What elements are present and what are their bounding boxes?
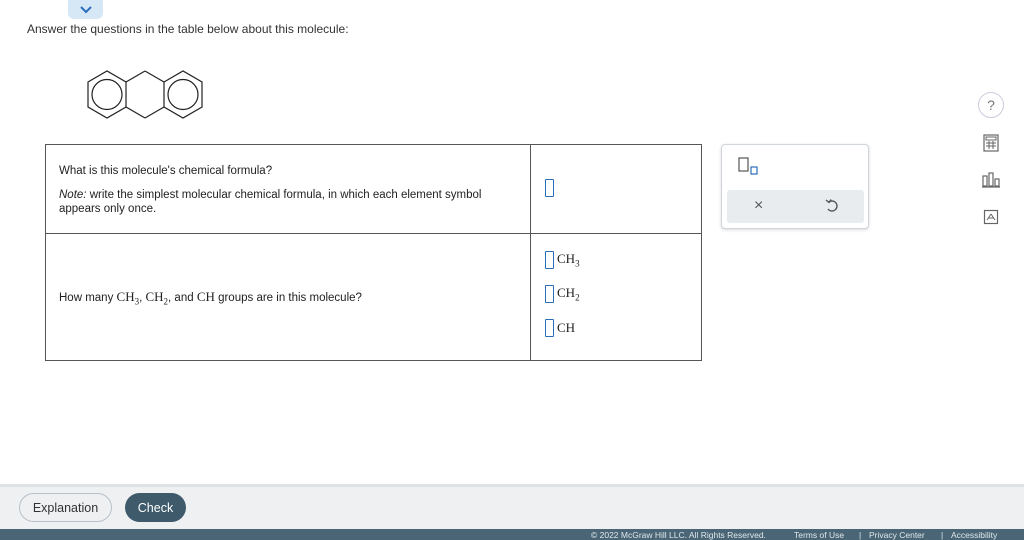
ch2-count-input[interactable] xyxy=(545,285,554,303)
question-row-formula xyxy=(46,145,701,234)
instructions-text: Answer the questions in the table below about this molecule: xyxy=(27,22,349,36)
formula-answer-input[interactable] xyxy=(545,179,554,197)
molecule-structure xyxy=(78,67,223,127)
note-label: Note: xyxy=(59,189,87,201)
ch2-label: $CH_2$ xyxy=(557,285,580,303)
periodic-table-icon[interactable] xyxy=(978,204,1004,230)
question-formula-title: What is this molecule's chemical formula? xyxy=(59,165,273,177)
question-groups-text: How many $CH_3$, $CH_2$, and CH groups are in this molecule? xyxy=(59,289,362,307)
question-table xyxy=(45,144,702,361)
explanation-button[interactable]: Explanation xyxy=(19,493,112,522)
ch3-answer-row xyxy=(545,251,580,269)
legal-bar xyxy=(0,529,1024,540)
calculator-icon[interactable] xyxy=(978,130,1004,156)
copyright-text: © 2022 McGraw Hill LLC. All Rights Reserved. xyxy=(591,530,766,540)
chevron-down-icon xyxy=(79,5,93,15)
question-row-groups xyxy=(46,234,701,360)
accessibility-link[interactable]: Accessibility xyxy=(951,530,998,540)
collapse-tab[interactable] xyxy=(68,0,103,19)
question-formula-note xyxy=(59,188,509,216)
subscript-template-icon[interactable] xyxy=(738,157,762,177)
footer-separator: | xyxy=(941,530,944,540)
ch-answer-row xyxy=(545,319,575,337)
ch3-count-input[interactable] xyxy=(545,251,554,269)
terms-link[interactable]: Terms of Use xyxy=(794,530,845,540)
clear-icon[interactable]: × xyxy=(754,197,764,214)
ch-label: CH xyxy=(557,320,576,335)
privacy-link[interactable]: Privacy Center xyxy=(869,530,925,540)
data-chart-icon[interactable] xyxy=(978,167,1004,193)
ch-count-input[interactable] xyxy=(545,319,554,337)
column-divider xyxy=(530,145,531,360)
footer-separator: | xyxy=(859,530,862,540)
tool-actions-bar xyxy=(727,190,864,223)
answer-tools-panel xyxy=(721,144,869,229)
ch3-label: $CH_3$ xyxy=(557,251,580,269)
help-icon[interactable]: ? xyxy=(978,92,1004,118)
ch2-answer-row xyxy=(545,285,580,303)
undo-icon[interactable] xyxy=(825,198,839,214)
check-button[interactable]: Check xyxy=(125,493,186,522)
note-text: write the simplest molecular chemical formula, in which each element symbol appears only once. xyxy=(59,189,482,215)
